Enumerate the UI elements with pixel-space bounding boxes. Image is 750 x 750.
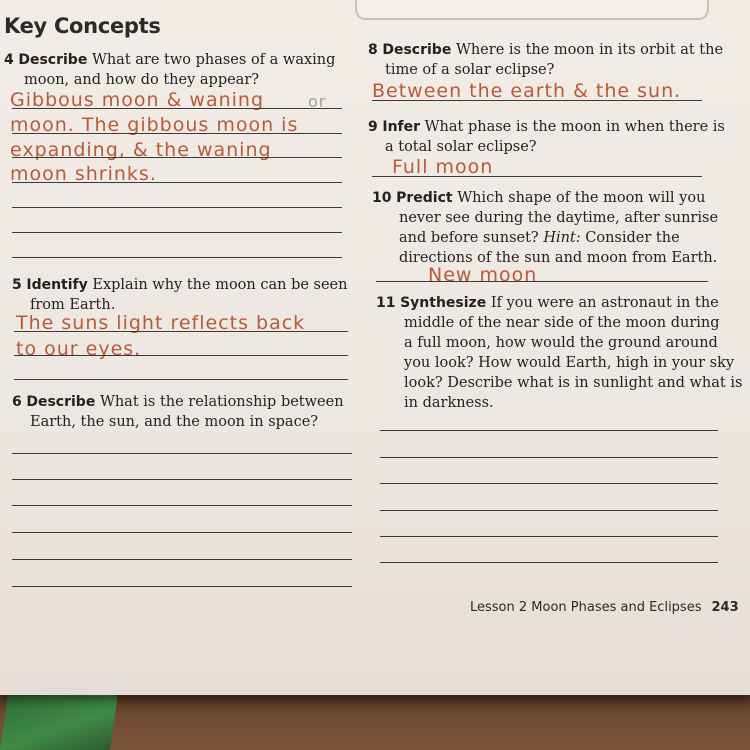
answer-line[interactable] [12,479,352,480]
previous-answer-box [355,0,709,20]
question-text: and before sunset? [399,230,539,246]
answer-line[interactable] [372,100,702,101]
question-text: Where is the moon in its orbit at the [455,42,724,58]
answer-line[interactable] [380,510,718,511]
lesson-title: Lesson 2 Moon Phases and Eclipses [470,600,702,615]
answer-line[interactable] [12,232,342,233]
answer-line[interactable] [372,176,702,177]
question-number: 6 [12,394,22,410]
question-text: What are two phases of a waxing [91,52,336,68]
question-text: time of a solar eclipse? [385,62,555,78]
answer-line[interactable] [12,559,352,560]
question-number: 8 [368,42,378,58]
question-number: 9 [368,119,378,135]
answer-line[interactable] [376,281,708,282]
question-text: a total solar eclipse? [385,139,537,155]
question-text: a full moon, how would the ground around [404,335,718,351]
question-text: Earth, the sun, and the moon in space? [30,414,319,430]
question-text: look? Describe what is in sunlight and what is [404,375,743,391]
question-8 [368,40,723,80]
question-verb: Predict [396,190,453,206]
question-text: If you were an astronaut in the [490,295,719,311]
answer-line[interactable] [380,430,718,431]
question-number: 11 [376,295,396,311]
question-verb: Synthesize [400,295,487,311]
handwritten-answer: moon shrinks. [10,163,157,185]
handwritten-answer: Full moon [392,156,494,178]
question-number: 10 [372,190,392,206]
answer-line[interactable] [12,108,342,109]
page-footer [470,600,739,615]
answer-line[interactable] [14,379,348,380]
question-5 [12,275,347,315]
answer-line[interactable] [14,355,348,356]
question-verb: Infer [382,119,421,135]
question-verb: Describe [26,394,96,410]
question-10 [372,188,718,268]
hint-label: Hint: [543,230,581,246]
answer-line[interactable] [380,562,718,563]
answer-line[interactable] [12,532,352,533]
handwritten-answer: Gibbous moon & waning [10,89,265,111]
answer-line[interactable] [14,331,348,332]
question-number: 5 [12,277,22,293]
question-text: directions of the sun and moon from Earth. [399,250,718,266]
answer-line[interactable] [380,457,718,458]
answer-line[interactable] [380,536,718,537]
handwritten-answer: to our eyes. [16,338,142,360]
question-text: never see during the daytime, after sunrise [399,210,719,226]
question-text: Explain why the moon can be seen [92,277,348,293]
answer-line[interactable] [380,483,718,484]
handwritten-answer: expanding, & the waning [10,139,272,161]
question-verb: Identify [26,277,88,293]
question-9 [368,117,725,157]
question-11 [376,293,742,413]
answer-line[interactable] [12,505,352,506]
answer-line[interactable] [12,257,342,258]
answer-line[interactable] [12,182,342,183]
question-text: What is the relationship between [99,394,344,410]
question-4 [4,50,335,90]
question-text: from Earth. [30,297,116,313]
question-text: you look? How would Earth, high in your sky [404,355,735,371]
question-text: moon, and how do they appear? [24,72,260,88]
handwritten-answer [417,0,544,1]
handwritten-answer: or [308,92,327,111]
answer-line[interactable] [12,207,342,208]
green-object [0,690,118,750]
section-heading: Key Concepts [4,14,161,38]
answer-line[interactable] [12,453,352,454]
question-text: What phase is the moon in when there is [424,119,725,135]
handwritten-answer: New moon [428,264,538,286]
handwritten-answer: Between the earth & the sun. [372,80,682,102]
question-text: Which shape of the moon will you [457,190,706,206]
question-text: middle of the near side of the moon during [404,315,720,331]
hint-text: Consider the [585,230,680,246]
answer-line[interactable] [12,157,342,158]
question-text: in darkness. [404,395,494,411]
question-verb: Describe [18,52,88,68]
answer-line[interactable] [12,133,342,134]
question-verb: Describe [382,42,452,58]
answer-line[interactable] [12,586,352,587]
handwritten-answer: moon. The gibbous moon is [10,114,299,136]
question-6 [12,392,344,432]
page-number: 243 [711,600,739,615]
question-number: 4 [4,52,14,68]
handwritten-answer: The suns light reflects back [16,312,306,334]
